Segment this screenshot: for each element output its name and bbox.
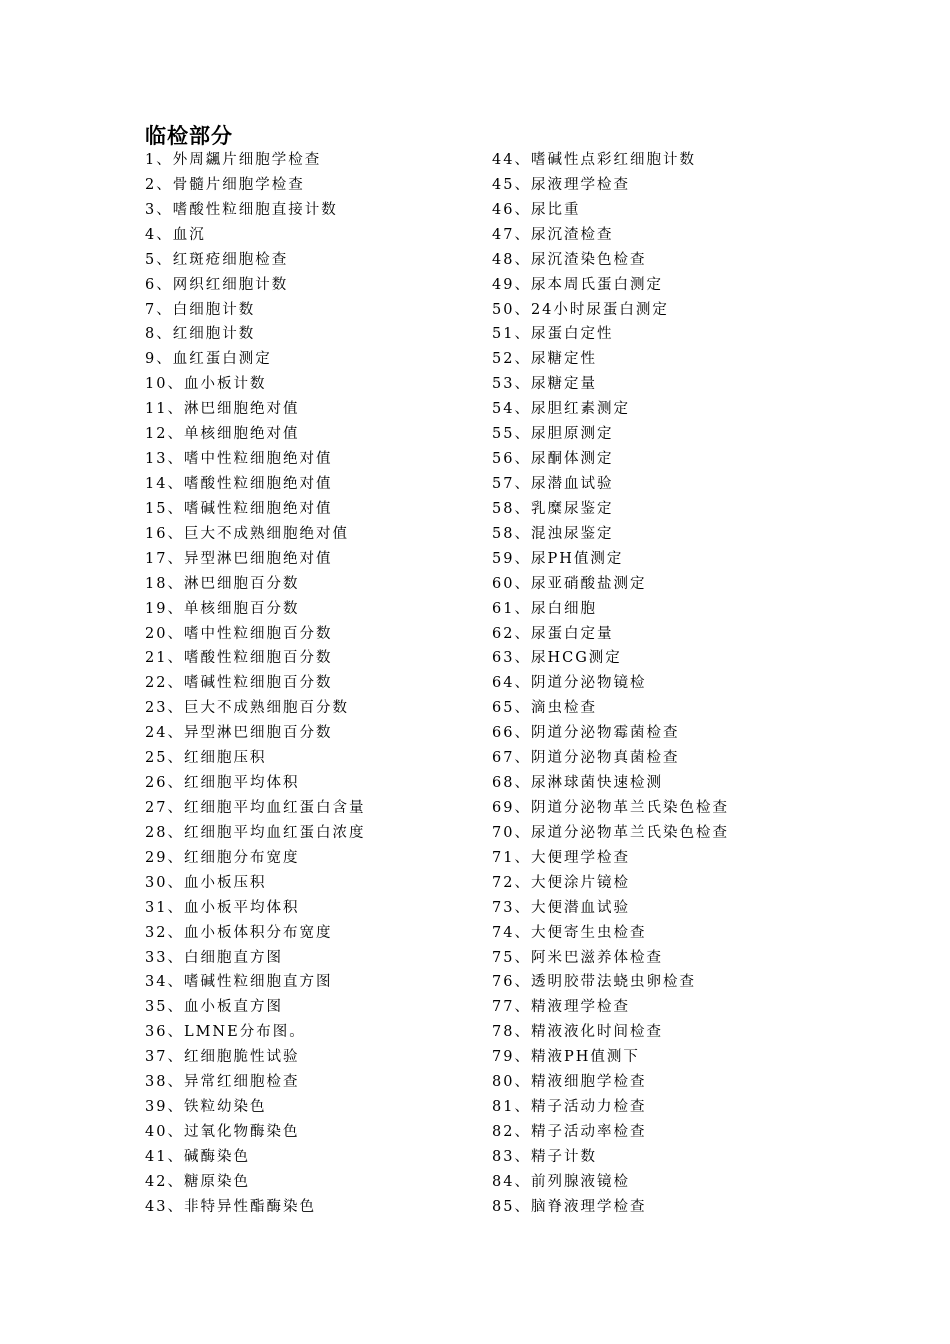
list-item: 15、嗜碱性粒细胞绝对值 xyxy=(145,500,333,517)
list-item: 75、阿米巴滋养体检查 xyxy=(492,949,663,966)
list-item: 57、尿潜血试验 xyxy=(492,475,614,492)
list-item: 18、淋巴细胞百分数 xyxy=(145,575,300,592)
list-item: 9、血红蛋白测定 xyxy=(145,351,272,368)
list-item: 65、滴虫检查 xyxy=(492,700,597,717)
list-item: 23、巨大不成熟细胞百分数 xyxy=(145,700,349,717)
list-item: 78、精液液化时间检查 xyxy=(492,1024,663,1041)
list-item: 28、红细胞平均血红蛋白浓度 xyxy=(145,824,366,841)
list-item: 2、骨髓片细胞学检查 xyxy=(145,176,305,193)
list-item: 51、尿蛋白定性 xyxy=(492,326,614,343)
list-item: 29、红细胞分布宽度 xyxy=(145,849,300,866)
list-item: 39、铁粒幼染色 xyxy=(145,1099,267,1116)
list-item: 26、红细胞平均体积 xyxy=(145,775,300,792)
list-item: 34、嗜碱性粒细胞直方图 xyxy=(145,974,333,991)
list-item: 83、精子计数 xyxy=(492,1148,597,1165)
list-item: 46、尿比重 xyxy=(492,201,581,218)
list-item: 60、尿亚硝酸盐测定 xyxy=(492,575,647,592)
list-item: 40、过氧化物酶染色 xyxy=(145,1123,300,1140)
right-item-list xyxy=(492,148,822,1220)
list-item: 67、阴道分泌物真菌检查 xyxy=(492,750,680,767)
list-item: 8、红细胞计数 xyxy=(145,326,256,343)
list-item: 4、血沉 xyxy=(145,226,206,243)
list-item: 63、尿HCG测定 xyxy=(492,650,622,667)
list-item: 74、大便寄生虫检查 xyxy=(492,924,647,941)
list-item: 19、单核细胞百分数 xyxy=(145,600,300,617)
list-item: 21、嗜酸性粒细胞百分数 xyxy=(145,650,333,667)
list-item: 6、网织红细胞计数 xyxy=(145,276,289,293)
list-item: 14、嗜酸性粒细胞绝对值 xyxy=(145,475,333,492)
list-item: 37、红细胞脆性试验 xyxy=(145,1049,300,1066)
list-item: 58、乳糜尿鉴定 xyxy=(492,500,614,517)
list-item: 52、尿糖定性 xyxy=(492,351,597,368)
list-item: 77、精液理学检查 xyxy=(492,999,630,1016)
list-item: 81、精子活动力检查 xyxy=(492,1099,647,1116)
list-item: 35、血小板直方图 xyxy=(145,999,283,1016)
list-item: 48、尿沉渣染色检查 xyxy=(492,251,647,268)
list-item: 3、嗜酸性粒细胞直接计数 xyxy=(145,201,338,218)
list-item: 32、血小板体积分布宽度 xyxy=(145,924,333,941)
list-item: 44、嗜碱性点彩红细胞计数 xyxy=(492,152,696,168)
list-item: 80、精液细胞学检查 xyxy=(492,1074,647,1091)
list-item: 56、尿酮体测定 xyxy=(492,451,614,468)
list-item: 68、尿淋球菌快速检测 xyxy=(492,775,663,792)
list-item: 43、非特异性酯酶染色 xyxy=(145,1198,316,1215)
list-item: 10、血小板计数 xyxy=(145,376,267,393)
list-item: 33、白细胞直方图 xyxy=(145,949,283,966)
left-item-list xyxy=(145,148,475,1220)
list-item: 54、尿胆红素测定 xyxy=(492,401,630,418)
list-item: 64、阴道分泌物镜检 xyxy=(492,675,647,692)
section-title: 临检部分 xyxy=(145,124,233,148)
list-item: 55、尿胆原测定 xyxy=(492,426,614,443)
list-item: 41、碱酶染色 xyxy=(145,1148,250,1165)
list-item: 79、精液PH值测下 xyxy=(492,1049,640,1066)
list-item: 73、大便潜血试验 xyxy=(492,899,630,916)
list-item: 50、24小时尿蛋白测定 xyxy=(492,301,669,318)
list-item: 13、嗜中性粒细胞绝对值 xyxy=(145,451,333,468)
list-item: 69、阴道分泌物革兰氏染色检查 xyxy=(492,799,729,816)
list-item: 25、红细胞压积 xyxy=(145,750,267,767)
list-item: 72、大便涂片镜检 xyxy=(492,874,630,891)
list-item: 62、尿蛋白定量 xyxy=(492,625,614,642)
list-item: 70、尿道分泌物革兰氏染色检查 xyxy=(492,824,729,841)
list-item: 17、异型淋巴细胞绝对值 xyxy=(145,550,333,567)
list-item: 61、尿白细胞 xyxy=(492,600,597,617)
list-item: 24、异型淋巴细胞百分数 xyxy=(145,725,333,742)
list-item: 7、白细胞计数 xyxy=(145,301,256,318)
list-item: 84、前列腺液镜检 xyxy=(492,1173,630,1190)
list-item: 38、异常红细胞检查 xyxy=(145,1074,300,1091)
list-item: 36、LMNE分布图。 xyxy=(145,1024,306,1041)
list-item: 20、嗜中性粒细胞百分数 xyxy=(145,625,333,642)
list-item: 47、尿沉渣检查 xyxy=(492,226,614,243)
list-item: 42、糖原染色 xyxy=(145,1173,250,1190)
list-item: 85、脑脊液理学检查 xyxy=(492,1198,647,1215)
list-item: 82、精子活动率检查 xyxy=(492,1123,647,1140)
list-item: 1、外周飊片细胞学检查 xyxy=(145,152,322,168)
list-item: 58、混浊尿鉴定 xyxy=(492,525,614,542)
list-item: 53、尿糖定量 xyxy=(492,376,597,393)
list-item: 71、大便理学检查 xyxy=(492,849,630,866)
list-item: 30、血小板压积 xyxy=(145,874,267,891)
list-item: 49、尿本周氏蛋白测定 xyxy=(492,276,663,293)
list-item: 16、巨大不成熟细胞绝对值 xyxy=(145,525,349,542)
list-item: 59、尿PH值测定 xyxy=(492,550,624,567)
list-item: 22、嗜碱性粒细胞百分数 xyxy=(145,675,333,692)
list-item: 5、红斑疮细胞检查 xyxy=(145,251,289,268)
list-item: 11、淋巴细胞绝对值 xyxy=(145,401,300,418)
list-item: 27、红细胞平均血红蛋白含量 xyxy=(145,799,366,816)
list-item: 66、阴道分泌物霉菌检查 xyxy=(492,725,680,742)
list-item: 31、血小板平均体积 xyxy=(145,899,300,916)
list-item: 45、尿液理学检查 xyxy=(492,176,630,193)
list-item: 12、单核细胞绝对值 xyxy=(145,426,300,443)
list-item: 76、透明胶带法蛲虫卵检查 xyxy=(492,974,696,991)
